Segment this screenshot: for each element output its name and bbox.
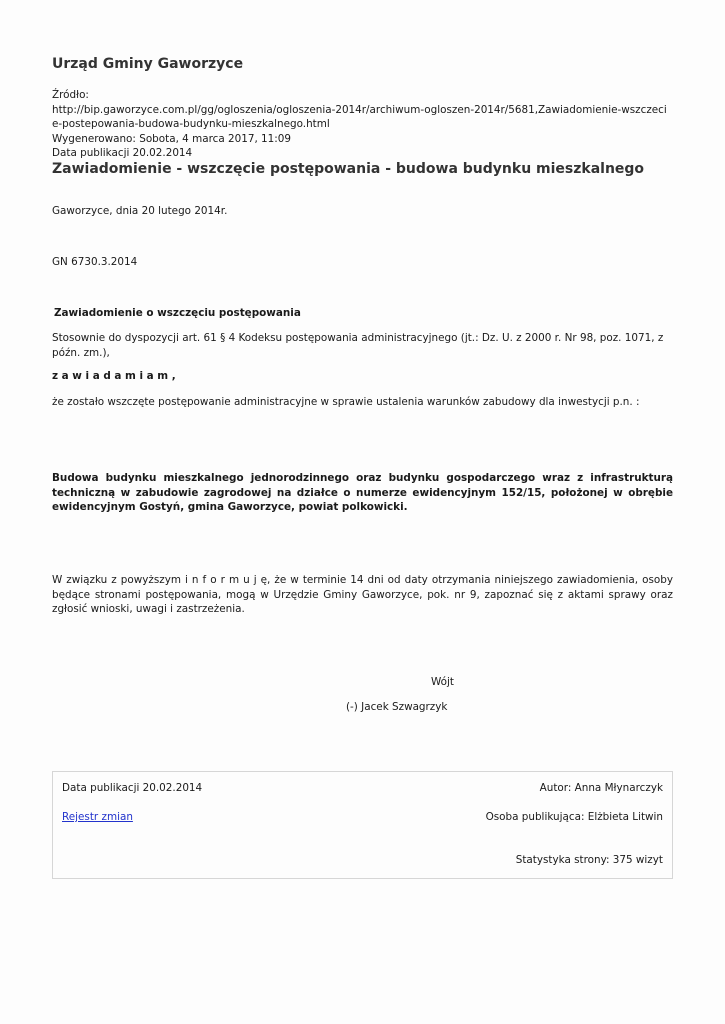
place-date: Gaworzyce, dnia 20 lutego 2014r. [52,205,228,217]
information-text: W związku z powyższym i n f o r m u j ę, że w terminie 14 dni od daty otrzymania niniejszego zawiadomienia, osoby będące stronami postępowania, mogą w Urzędzie Gminy Gaworzyce, pok. nr 9, zapoznać się z aktami sprawy oraz zgłosić wnioski, uwagi i zastrzeżenia. [52,574,673,615]
generated-date: Wygenerowano: Sobota, 4 marca 2017, 11:09 [52,132,291,145]
publication-date: Data publikacji 20.02.2014 [52,147,193,159]
source-label: Źródło: [52,89,89,101]
footer-author: Autor: Anna Młynarczyk [539,782,663,794]
publication-info-box [52,771,673,879]
initiated-text: że zostało wszczęte postępowanie administracyjne w sprawie ustalenia warunków zabudowy dla inwestycji p.n. : [52,396,640,408]
footer-publication-date: Data publikacji 20.02.2014 [62,782,203,794]
document-meta [52,88,673,161]
footer-publisher: Osoba publikująca: Elżbieta Litwin [485,811,663,823]
case-number: GN 6730.3.2014 [52,256,138,268]
page-statistics: Statystyka strony: 375 wizyt [515,854,663,866]
announce-text: z a w i a d a m i a m , [52,370,176,382]
notice-heading: Zawiadomienie o wszczęciu postępowania [54,307,301,319]
institution-name: Urząd Gminy Gaworzyce [52,56,244,72]
investment-description: Budowa budynku mieszkalnego jednorodzinnego oraz budynku gospodarczego wraz z infrastrukturą techniczną w zabudowie zagrodowej na działce o numerze ewidencyjnym 152/15, położonej w obrębie ewidencyjnym Gostyń, gmina Gaworzyce, powiat polkowicki. [52,472,673,513]
signatory-title: Wójt [431,676,454,688]
changes-register-link[interactable]: Rejestr zmian [62,811,133,823]
document-title: Zawiadomienie - wszczęcie postępowania - budowa budynku mieszkalnego [52,161,645,177]
signatory-name: (-) Jacek Szwagrzyk [346,701,448,713]
source-url: http://bip.gaworzyce.com.pl/gg/ogloszenia/ogloszenia-2014r/archiwum-ogloszen-2014r/5681,Zawiadomienie-wszczecie-postepowania-budowa-budynku-mieszkalnego.html [52,103,667,130]
legal-basis: Stosownie do dyspozycji art. 61 § 4 Kodeksu postępowania administracyjnego (jt.: Dz. U. z 2000 r. Nr 98, poz. 1071, z późn. zm.), [52,332,664,359]
